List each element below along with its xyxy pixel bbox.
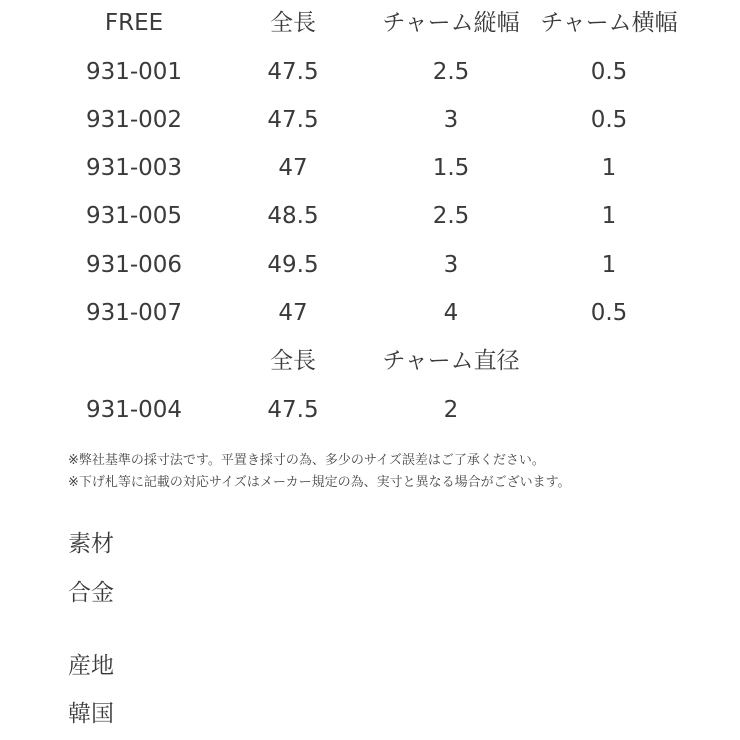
table-cell: 931-002	[85, 107, 183, 133]
table-cell: 931-001	[85, 59, 183, 85]
table-cell: 931-005	[85, 203, 183, 229]
table-cell: 47.5	[267, 107, 319, 133]
table-cell: 1	[601, 155, 617, 181]
table-cell: 2.5	[432, 203, 470, 229]
table-cell: 0.5	[590, 59, 628, 85]
header-length: 全長	[270, 10, 316, 36]
table-cell: 48.5	[267, 203, 319, 229]
table-cell: 931-007	[85, 300, 183, 326]
table-cell: 931-004	[85, 397, 183, 423]
table-cell: 0.5	[590, 107, 628, 133]
material-label: 素材	[68, 531, 114, 557]
header-length-2: 全長	[270, 348, 316, 374]
origin-value: 韓国	[68, 701, 114, 727]
table-cell: 1	[601, 203, 617, 229]
header-charm-diameter: チャーム直径	[382, 348, 520, 374]
material-value: 合金	[68, 580, 114, 606]
header-charm-height: チャーム縦幅	[382, 10, 520, 36]
table-cell: 3	[443, 107, 459, 133]
table-cell: 47	[278, 155, 308, 181]
table-cell: 1	[601, 252, 617, 278]
header-charm-width: チャーム横幅	[540, 10, 678, 36]
table-cell: 2.5	[432, 59, 470, 85]
table-cell: 3	[443, 252, 459, 278]
header-free: FREE	[104, 10, 164, 36]
table-cell: 47	[278, 300, 308, 326]
table-cell: 931-006	[85, 252, 183, 278]
table-cell: 1.5	[432, 155, 470, 181]
table-cell: 47.5	[267, 59, 319, 85]
table-cell: 47.5	[267, 397, 319, 423]
note-size-tag: ※下げ札等に記載の対応サイズはメーカー規定の為、実寸と異なる場合がございます。	[68, 475, 571, 490]
note-measurement: ※弊社基準の採寸法です。平置き採寸の為、多少のサイズ誤差はご了承ください。	[68, 453, 545, 468]
table-cell: 0.5	[590, 300, 628, 326]
table-cell: 49.5	[267, 252, 319, 278]
table-cell: 931-003	[85, 155, 183, 181]
table-cell: 4	[443, 300, 459, 326]
origin-label: 産地	[68, 653, 114, 679]
table-cell: 2	[443, 397, 459, 423]
